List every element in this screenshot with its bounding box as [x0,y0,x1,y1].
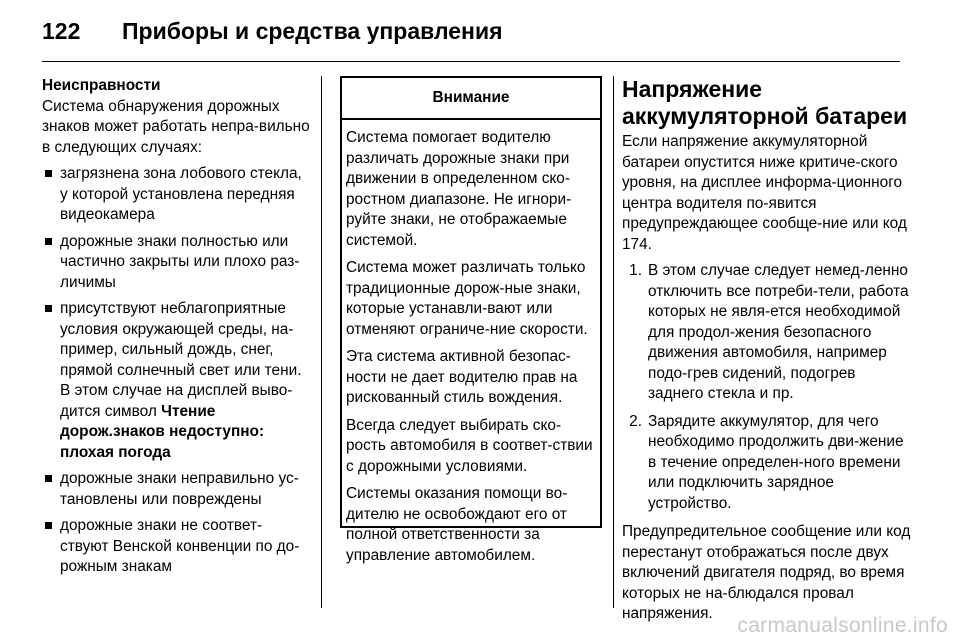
battery-intro: Если напряжение аккумуляторной батареи опустится ниже критиче-ского уровня, на дисплее информа-ционного центра водителя по-явится предупреждающее сообще-ние или код 174. [622,133,907,253]
warning-paragraph: Всегда следует выбирать ско-рость автомобиля в соответ-ствии с дорожными условиями. [346,416,593,475]
step-item: 1. В этом случае следует немед-ленно отключить все потреби-тели, работа которых не явля-ется необходимой для продол-жения безопасного движения автомобиля, например подо-грев сидений, подогрев заднего стекла и пр. [629,262,909,402]
bullet-icon [45,170,52,177]
list-item: загрязнена зона лобового стекла, у которой установлена передняя видеокамера [42,164,310,226]
column-divider-2 [613,76,614,608]
watermark: carmanualsonline.info [737,614,948,637]
display-message: Чтение дорож.знаков недоступно: плохая погода [60,402,265,461]
warning-paragraph: Система может различать только традиционные дорож-ные знаки, которые устанавли-вают или отменяют ограниче-ние скорости. [346,259,588,338]
list-item: дорожные знаки неправильно ус-тановлены или повреждены [42,469,310,510]
column-malfunctions [42,76,310,584]
battery-steps [622,261,912,514]
bullet-icon [45,238,52,245]
page-number: 122 [42,18,81,44]
section-heading-malfunctions: Неисправности [42,77,161,94]
bullet-icon [45,522,52,529]
battery-outro: Предупредительное сообщение или код перестанут отображаться после двух включений двигателя подряд, во время которых не на-блюдался провал напряжения. [622,523,911,622]
bullet-icon [45,305,52,312]
section-heading-battery: Напряжение аккумуляторной батареи [622,76,908,129]
step-item: 2. Зарядите аккумулятор, для чего необходимо продолжить дви-жение в течение определен-ного времени или подключить зарядное устройство. [629,412,904,512]
malfunctions-intro: Система обнаружения дорожных знаков может работать непра-вильно в следующих случаях: [42,97,310,156]
list-item: дорожные знаки полностью или частично закрыты или плохо раз-личимы [42,232,310,294]
page-header [42,18,900,58]
warning-box [340,76,602,564]
list-item: дорожные знаки не соответ-ствуют Венской конвенции по до-рожным знакам [42,516,310,578]
warning-body [342,120,600,566]
page-title: Приборы и средства управления [122,18,503,44]
column-battery-voltage [622,76,912,625]
malfunctions-list [42,164,310,578]
header-divider [42,61,900,62]
warning-title: Внимание [342,78,600,120]
warning-paragraph: Системы оказания помощи во-дителю не освобождают его от полной ответственности за управление автомобилем. [346,485,568,564]
column-divider-1 [321,76,322,608]
bullet-icon [45,475,52,482]
list-item: присутствуют неблагоприятные условия окружающей среды, на-пример, сильный дождь, снег, прямой солнечный свет или тени. В этом случае на дисплей выво-дится символ Чтение дорож.знаков недоступно: плохая погода [42,299,310,463]
warning-paragraph: Эта система активной безопас-ности не дает водителю прав на рискованный стиль вождения. [346,348,578,406]
warning-paragraph: Система помогает водителю различать дорожные знаки при движении в определенном ско-ростном диапазоне. Не игнори-руйте знаки, не отображаемые системой. [346,129,572,249]
